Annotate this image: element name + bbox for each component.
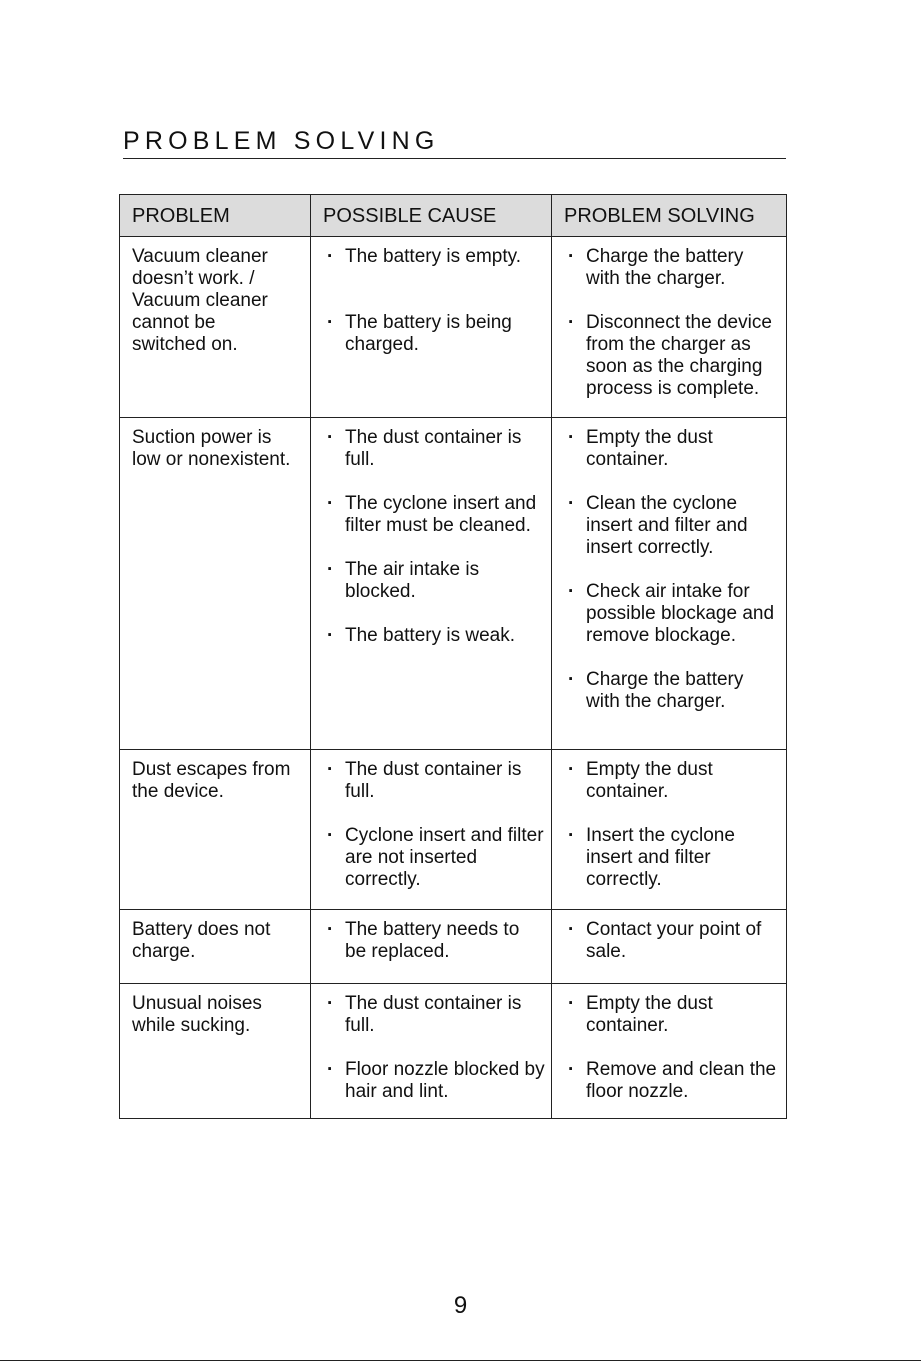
table-row [120,750,787,910]
problem-solving-table [119,194,787,1119]
table-header-row [120,195,787,237]
cause-cell [311,984,552,1119]
list-item: · The dust container is full. [323,993,545,1037]
solution-cell [552,237,787,418]
list-item: · The battery is weak. [323,625,545,647]
table-row [120,910,787,984]
cause-list [323,919,545,963]
list-item: · Insert the cyclone insert and filter correctly. [564,825,780,891]
list-item: · Empty the dust container. [564,993,780,1037]
problem-cell [120,984,311,1119]
solution-list [564,919,780,963]
cause-list [323,427,545,647]
table-row [120,418,787,750]
solution-cell [552,418,787,750]
bottom-divider [0,1360,921,1361]
table-row [120,984,787,1119]
problem-text: Dust escapes from the device. [132,759,291,802]
list-item: · The dust container is full. [323,427,545,471]
list-item: · The dust container is full. [323,759,545,803]
list-item: · The air intake is blocked. [323,559,545,603]
list-item: · Disconnect the device from the charger as soon as the charging process is complete. [564,312,780,400]
solution-list [564,427,780,713]
page-title: PROBLEM SOLVING [123,127,440,155]
list-item: · Charge the battery with the charger. [564,246,780,290]
problem-text: Battery does not charge. [132,919,271,962]
list-item: · Empty the dust container. [564,427,780,471]
problem-cell [120,910,311,984]
list-item: · Charge the battery with the charger. [564,669,780,713]
header-problem: PROBLEM [120,195,311,237]
list-item: · Floor nozzle blocked by hair and lint. [323,1059,545,1103]
solution-cell [552,984,787,1119]
solution-list [564,759,780,891]
list-item: · Remove and clean the floor nozzle. [564,1059,780,1103]
list-item: · Empty the dust container. [564,759,780,803]
cause-list [323,993,545,1103]
cause-list [323,759,545,891]
list-item: · Clean the cyclone insert and filter and insert correctly. [564,493,780,559]
solution-cell [552,750,787,910]
list-item: · The battery is empty. [323,246,545,268]
cause-cell [311,910,552,984]
cause-cell [311,750,552,910]
list-item: · The battery needs to be replaced. [323,919,545,963]
problem-text: Unusual noises while sucking. [132,993,262,1036]
title-divider [123,158,786,159]
problem-cell [120,237,311,418]
problem-cell [120,750,311,910]
solution-list [564,993,780,1103]
header-problem-solving: PROBLEM SOLVING [552,195,787,237]
table-row [120,237,787,418]
cause-cell [311,237,552,418]
page-number: 9 [453,1292,468,1319]
problem-cell [120,418,311,750]
list-item: · Contact your point of sale. [564,919,780,963]
header-possible-cause: POSSIBLE CAUSE [311,195,552,237]
solution-cell [552,910,787,984]
list-item: · The battery is being charged. [323,312,545,356]
problem-text: Vacuum cleaner doesn’t work. / Vacuum cleaner cannot be switched on. [132,246,268,355]
cause-list [323,246,545,356]
list-item: · The cyclone insert and filter must be cleaned. [323,493,545,537]
solution-list [564,246,780,400]
cause-cell [311,418,552,750]
list-item: · Cyclone insert and filter are not inserted correctly. [323,825,545,891]
problem-text: Suction power is low or nonexistent. [132,427,291,470]
list-item: · Check air intake for possible blockage and remove blockage. [564,581,780,647]
